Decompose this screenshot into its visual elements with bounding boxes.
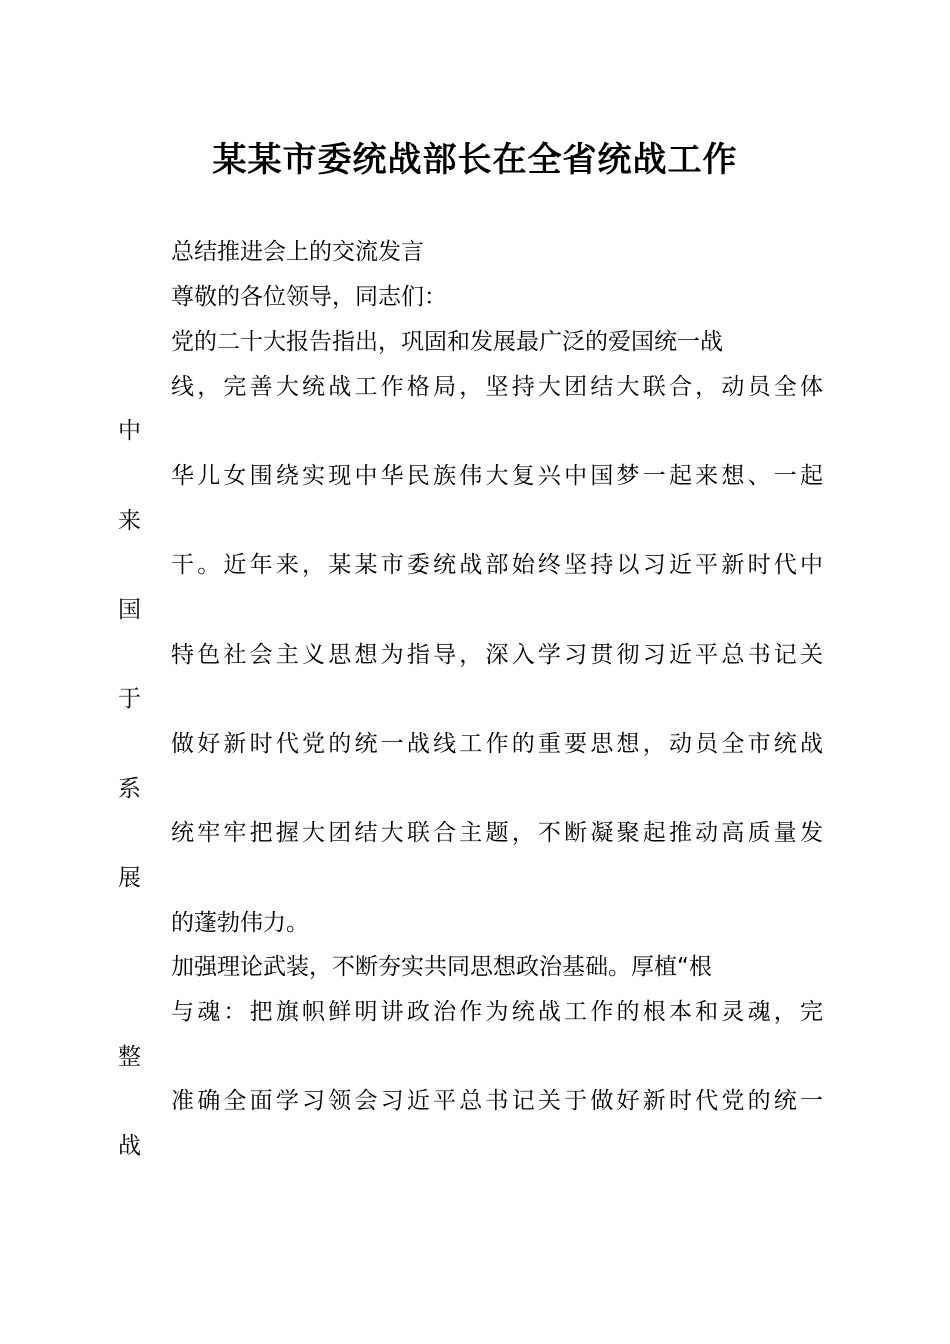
text-line: 中 — [118, 418, 141, 444]
text-line: 特色社会主义思想为指导，深入学习贯彻习近平总书记关 — [171, 642, 823, 668]
text-line: 来 — [118, 508, 141, 534]
text-line: 尊敬的各位领导，同志们： — [171, 284, 447, 310]
text-line: 总结推进会上的交流发言 — [171, 239, 424, 265]
text-line: 战 — [118, 1133, 141, 1159]
text-line: 国 — [118, 597, 141, 623]
document-title: 某某市委统战部长在全省统战工作 — [212, 140, 738, 180]
text-line: 系 — [118, 776, 141, 802]
text-line: 与魂：把旗帜鲜明讲政治作为统战工作的根本和灵魂，完 — [171, 999, 823, 1025]
text-line: 准确全面学习领会习近平总书记关于做好新时代党的统一 — [171, 1088, 823, 1114]
text-line: 线，完善大统战工作格局，坚持大团结大联合，动员全体 — [171, 374, 823, 400]
text-line: 统牢牢把握大团结大联合主题，不断凝聚起推动高质量发 — [171, 820, 823, 846]
text-line: 加强理论武装，不断夯实共同思想政治基础。厚植“根 — [171, 954, 712, 980]
text-line: 党的二十大报告指出，巩固和发展最广泛的爱国统一战 — [171, 329, 723, 355]
text-line: 干。近年来，某某市委统战部始终坚持以习近平新时代中 — [171, 552, 823, 578]
text-line: 做好新时代党的统一战线工作的重要思想，动员全市统战 — [171, 731, 823, 757]
text-line: 展 — [118, 865, 141, 891]
text-line: 于 — [118, 686, 141, 712]
text-line: 的蓬勃伟力。 — [171, 910, 309, 936]
text-line: 整 — [118, 1044, 141, 1070]
text-line: 华儿女围绕实现中华民族伟大复兴中国梦一起来想、一起 — [171, 463, 823, 489]
